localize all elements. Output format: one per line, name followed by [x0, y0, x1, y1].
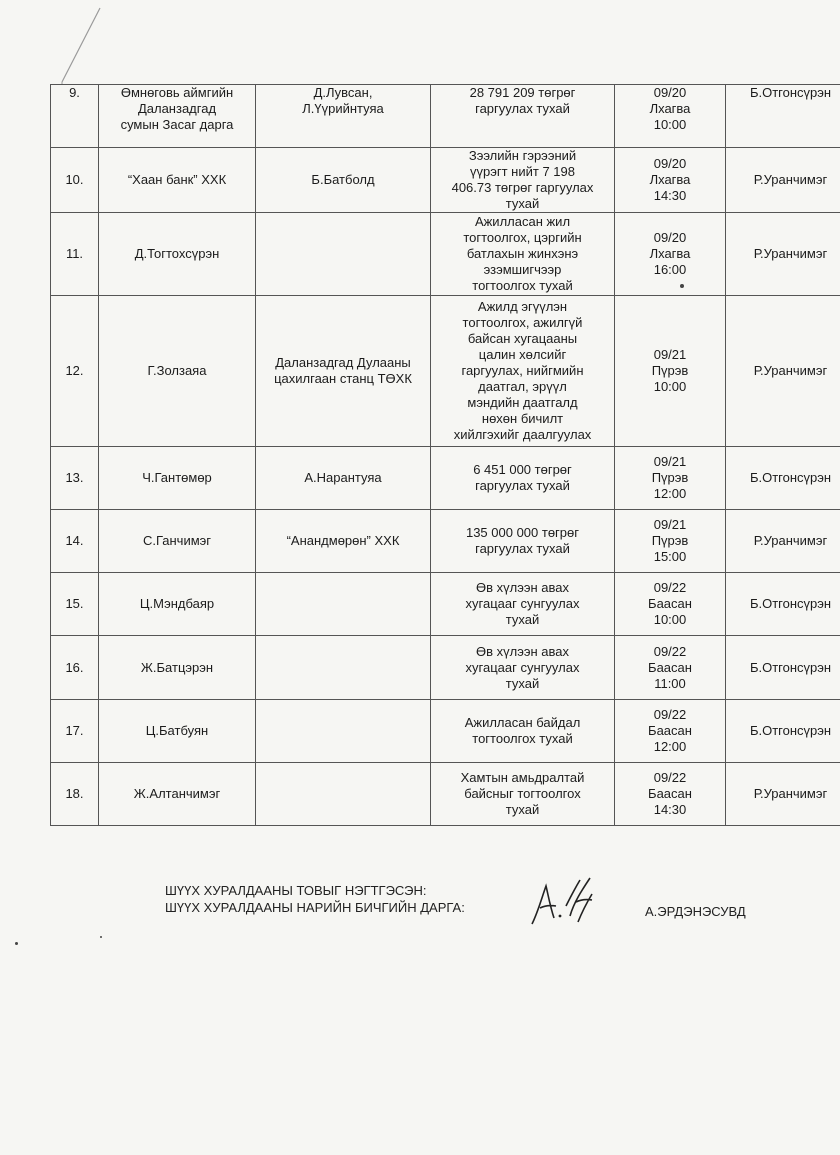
row-number-line: 17.: [65, 723, 84, 738]
datetime-cell-line: 09/22: [653, 643, 687, 659]
datetime-cell-line: 15:00: [653, 549, 687, 564]
datetime-cell-line: 09/20: [653, 156, 687, 171]
subject-cell-line: гаргуулах тухай: [475, 478, 570, 493]
subject-cell-line: тухай: [505, 196, 540, 211]
row-number: [51, 636, 99, 700]
party-cell-line: Ж.Батцэрэн: [140, 659, 214, 675]
footer-block: [165, 882, 785, 919]
table-row: [51, 148, 840, 213]
datetime-cell-line: Пүрэв: [651, 363, 689, 378]
respondent-cell-line: Б.Батболд: [311, 172, 375, 187]
scan-speck: [100, 936, 102, 938]
respondent-cell: [256, 636, 431, 700]
subject-cell-line: тухай: [505, 802, 540, 817]
subject-cell-line: 6 451 000 төгрөг: [473, 462, 572, 477]
datetime-cell-line: Пүрэв: [651, 533, 689, 548]
clerk-cell-line: Р.Уранчимэг: [753, 172, 828, 187]
table-row: [51, 213, 840, 296]
respondent-cell: [256, 763, 431, 826]
signer-name: А.ЭРДЭНЭСУВД: [645, 904, 746, 919]
row-number: [51, 447, 99, 510]
datetime-cell-line: 11:00: [654, 675, 686, 691]
datetime-cell-line: Баасан: [648, 659, 692, 675]
footer-line-clerk-title: ШҮҮХ ХУРАЛДААНЫ НАРИЙН БИЧГИЙН ДАРГА:: [165, 900, 465, 915]
datetime-cell: [615, 700, 726, 763]
table-row: [51, 636, 840, 700]
subject-cell-line: үүрэгт нийт 7 198: [470, 164, 575, 179]
subject-cell: [431, 213, 615, 296]
respondent-cell: [256, 85, 431, 148]
clerk-cell: [726, 213, 840, 296]
respondent-cell: [256, 700, 431, 763]
subject-cell-line: тогтоолгох, ажилгүй: [462, 315, 583, 330]
row-number: [51, 510, 99, 573]
subject-cell: [431, 573, 615, 636]
footer-line-compiled: ШҮҮХ ХУРАЛДААНЫ ТОВЫГ НЭГТГЭСЭН:: [165, 883, 427, 898]
clerk-cell-line: Р.Уранчимэг: [753, 363, 828, 378]
clerk-cell-line: Б.Отгонсүрэн: [749, 596, 832, 611]
subject-cell-line: Ажилласан жил: [474, 214, 571, 229]
table-row: [51, 296, 840, 447]
datetime-cell-line: Баасан: [648, 786, 692, 801]
datetime-cell-line: 10:00: [653, 117, 687, 132]
datetime-cell-line: 09/20: [653, 85, 687, 100]
party-cell: [99, 763, 256, 826]
party-cell-line: Ц.Мэндбаяр: [139, 596, 215, 611]
row-number-line: 10.: [65, 172, 84, 187]
clerk-cell: [726, 85, 840, 148]
subject-cell-line: Ажилласан байдал: [464, 715, 581, 730]
party-cell-line: Ц.Батбуян: [145, 723, 209, 738]
subject-cell: [431, 510, 615, 573]
datetime-cell-line: 09/21: [653, 454, 687, 469]
respondent-cell: [256, 213, 431, 296]
row-number-line: 15.: [65, 596, 84, 611]
table-row: [51, 447, 840, 510]
datetime-cell: [615, 296, 726, 447]
row-number: [51, 85, 99, 148]
subject-cell: [431, 700, 615, 763]
table-row: [51, 510, 840, 573]
row-number-line: 13.: [65, 470, 84, 485]
datetime-cell-line: Лхагва: [649, 101, 691, 116]
table-row: [51, 700, 840, 763]
subject-cell-line: тухай: [505, 675, 540, 691]
clerk-cell-line: Р.Уранчимэг: [753, 786, 828, 801]
subject-cell-line: тогтоолгох, цэргийн: [463, 230, 582, 245]
subject-cell-line: цалин хөлсийг: [478, 347, 567, 362]
subject-cell-line: байсан хугацааны: [467, 331, 578, 346]
subject-cell-line: эзэмшигчээр: [483, 262, 562, 277]
datetime-cell-line: Баасан: [648, 596, 692, 611]
datetime-cell-line: 10:00: [653, 612, 687, 627]
datetime-cell-line: 09/22: [653, 770, 687, 785]
party-cell-line: “Хаан банк” ХХК: [127, 172, 227, 187]
clerk-cell-line: Б.Отгонсүрэн: [749, 723, 832, 738]
subject-cell: [431, 85, 615, 148]
respondent-cell: [256, 573, 431, 636]
clerk-cell: [726, 148, 840, 213]
datetime-cell: [615, 636, 726, 700]
subject-cell-line: гаргуулах тухай: [475, 541, 570, 556]
row-number-line: 14.: [65, 533, 84, 548]
datetime-cell: [615, 763, 726, 826]
respondent-cell: [256, 447, 431, 510]
table-row: [51, 573, 840, 636]
subject-cell-line: Хамтын амьдралтай: [460, 770, 585, 785]
datetime-cell-line: 14:30: [653, 188, 687, 203]
table-row: [51, 763, 840, 826]
row-number-line: 11.: [65, 246, 84, 261]
row-number: [51, 700, 99, 763]
datetime-cell-line: Пүрэв: [651, 470, 689, 485]
party-cell-line: С.Ганчимэг: [142, 533, 212, 548]
row-number-line: 12.: [65, 363, 84, 378]
clerk-cell: [726, 700, 840, 763]
row-number-line: 18.: [65, 786, 84, 801]
party-cell-line: Даланзадгад: [137, 101, 217, 116]
respondent-cell-line: цахилгаан станц ТӨХК: [274, 371, 412, 386]
subject-cell-line: 135 000 000 төгрөг: [465, 525, 580, 540]
subject-cell: [431, 763, 615, 826]
row-number: [51, 148, 99, 213]
subject-cell-line: 28 791 209 төгрөг: [469, 85, 576, 100]
datetime-cell-line: 16:00: [653, 262, 687, 277]
datetime-cell-line: Баасан: [648, 723, 692, 738]
subject-cell: [431, 296, 615, 447]
row-number-line: 16.: [65, 659, 84, 675]
subject-cell-line: Ажилд эгүүлэн: [477, 299, 568, 314]
clerk-cell: [726, 296, 840, 447]
respondent-cell-line: “Анандмөрөн” ХХК: [286, 533, 400, 548]
datetime-cell-line: 14:30: [653, 802, 687, 817]
respondent-cell: [256, 296, 431, 447]
datetime-cell: [615, 85, 726, 148]
subject-cell-line: гаргуулах тухай: [475, 101, 570, 116]
clerk-cell: [726, 636, 840, 700]
subject-cell-line: тогтоолгох тухай: [472, 731, 573, 746]
datetime-cell-line: Лхагва: [649, 246, 691, 261]
respondent-cell: [256, 510, 431, 573]
subject-cell: [431, 148, 615, 213]
subject-cell-line: мэндийн даатгалд: [467, 395, 578, 410]
subject-cell-line: Өв хүлээн авах: [476, 580, 569, 595]
row-number: [51, 213, 99, 296]
subject-cell: [431, 447, 615, 510]
party-cell-line: Д.Тогтохсүрэн: [134, 246, 220, 261]
party-cell: [99, 85, 256, 148]
datetime-cell: [615, 510, 726, 573]
party-cell: [99, 213, 256, 296]
subject-cell: [431, 636, 615, 700]
datetime-cell: [615, 148, 726, 213]
clerk-cell-line: Б.Отгонсүрэн: [749, 659, 832, 675]
respondent-cell-line: Д.Лувсан,: [313, 85, 373, 100]
respondent-cell: [256, 148, 431, 213]
party-cell: [99, 573, 256, 636]
clerk-cell-line: Р.Уранчимэг: [753, 533, 828, 548]
respondent-cell-line: А.Нарантуяа: [304, 470, 382, 485]
clerk-cell: [726, 763, 840, 826]
datetime-cell-line: 09/20: [653, 230, 687, 245]
row-number-line: 9.: [69, 85, 80, 100]
clerk-cell-line: Б.Отгонсүрэн: [749, 470, 832, 485]
datetime-cell: [615, 213, 726, 296]
clerk-cell: [726, 447, 840, 510]
datetime-cell-line: 12:00: [653, 739, 687, 754]
party-cell-line: Г.Золзаяа: [147, 363, 207, 378]
row-number: [51, 573, 99, 636]
datetime-cell: [615, 573, 726, 636]
clerk-cell: [726, 573, 840, 636]
subject-cell-line: байсныг тогтоолгох: [464, 786, 581, 801]
datetime-cell-line: 09/21: [653, 517, 687, 532]
party-cell: [99, 296, 256, 447]
party-cell: [99, 148, 256, 213]
subject-cell-line: 406.73 төгрөг гаргуулах: [451, 180, 594, 195]
datetime-cell-line: 10:00: [653, 379, 687, 394]
datetime-cell-line: Лхагва: [649, 172, 691, 187]
party-cell-line: Өмнөговь аймгийн: [120, 85, 234, 100]
respondent-cell-line: Л.Үүрийнтуяа: [302, 101, 384, 116]
subject-cell-line: батлахын жинхэнэ: [466, 246, 579, 261]
datetime-cell: [615, 447, 726, 510]
subject-cell-line: тухай: [505, 612, 540, 627]
subject-cell-line: даатгал, эрүүл: [478, 379, 567, 394]
party-cell: [99, 700, 256, 763]
subject-cell-line: хугацааг сунгуулах: [465, 596, 580, 611]
clerk-cell: [726, 510, 840, 573]
hearing-schedule-table: [50, 84, 840, 826]
subject-cell-line: нөхөн бичилт: [481, 411, 564, 426]
respondent-cell-line: Даланзадгад Дулааны: [275, 355, 411, 370]
row-number: [51, 763, 99, 826]
party-cell: [99, 510, 256, 573]
party-cell-line: Ч.Гантөмөр: [142, 470, 212, 485]
party-cell-line: Ж.Алтанчимэг: [133, 786, 221, 801]
table-row: [51, 85, 840, 148]
row-number: [51, 296, 99, 447]
subject-cell-line: тогтоолгох тухай: [472, 278, 573, 293]
datetime-cell-line: 09/22: [653, 580, 687, 595]
datetime-cell-line: 09/21: [653, 347, 687, 362]
scan-speck: [15, 942, 18, 945]
subject-cell-line: гаргуулах, нийгмийн: [461, 363, 584, 378]
subject-cell-line: хугацааг сунгуулах: [465, 659, 580, 675]
datetime-cell-line: 09/22: [653, 707, 687, 722]
party-cell: [99, 636, 256, 700]
datetime-cell-line: 12:00: [653, 486, 687, 501]
party-cell-line: сумын Засаг дарга: [120, 117, 234, 132]
clerk-cell-line: Р.Уранчимэг: [753, 246, 828, 261]
party-cell: [99, 447, 256, 510]
subject-cell-line: Өв хүлээн авах: [476, 643, 569, 659]
scan-speck: [680, 284, 684, 288]
clerk-cell-line: Б.Отгонсүрэн: [749, 85, 832, 100]
subject-cell-line: Зээлийн гэрээний: [468, 148, 577, 163]
subject-cell-line: хийлгэхийг даалгуулах: [453, 427, 592, 442]
